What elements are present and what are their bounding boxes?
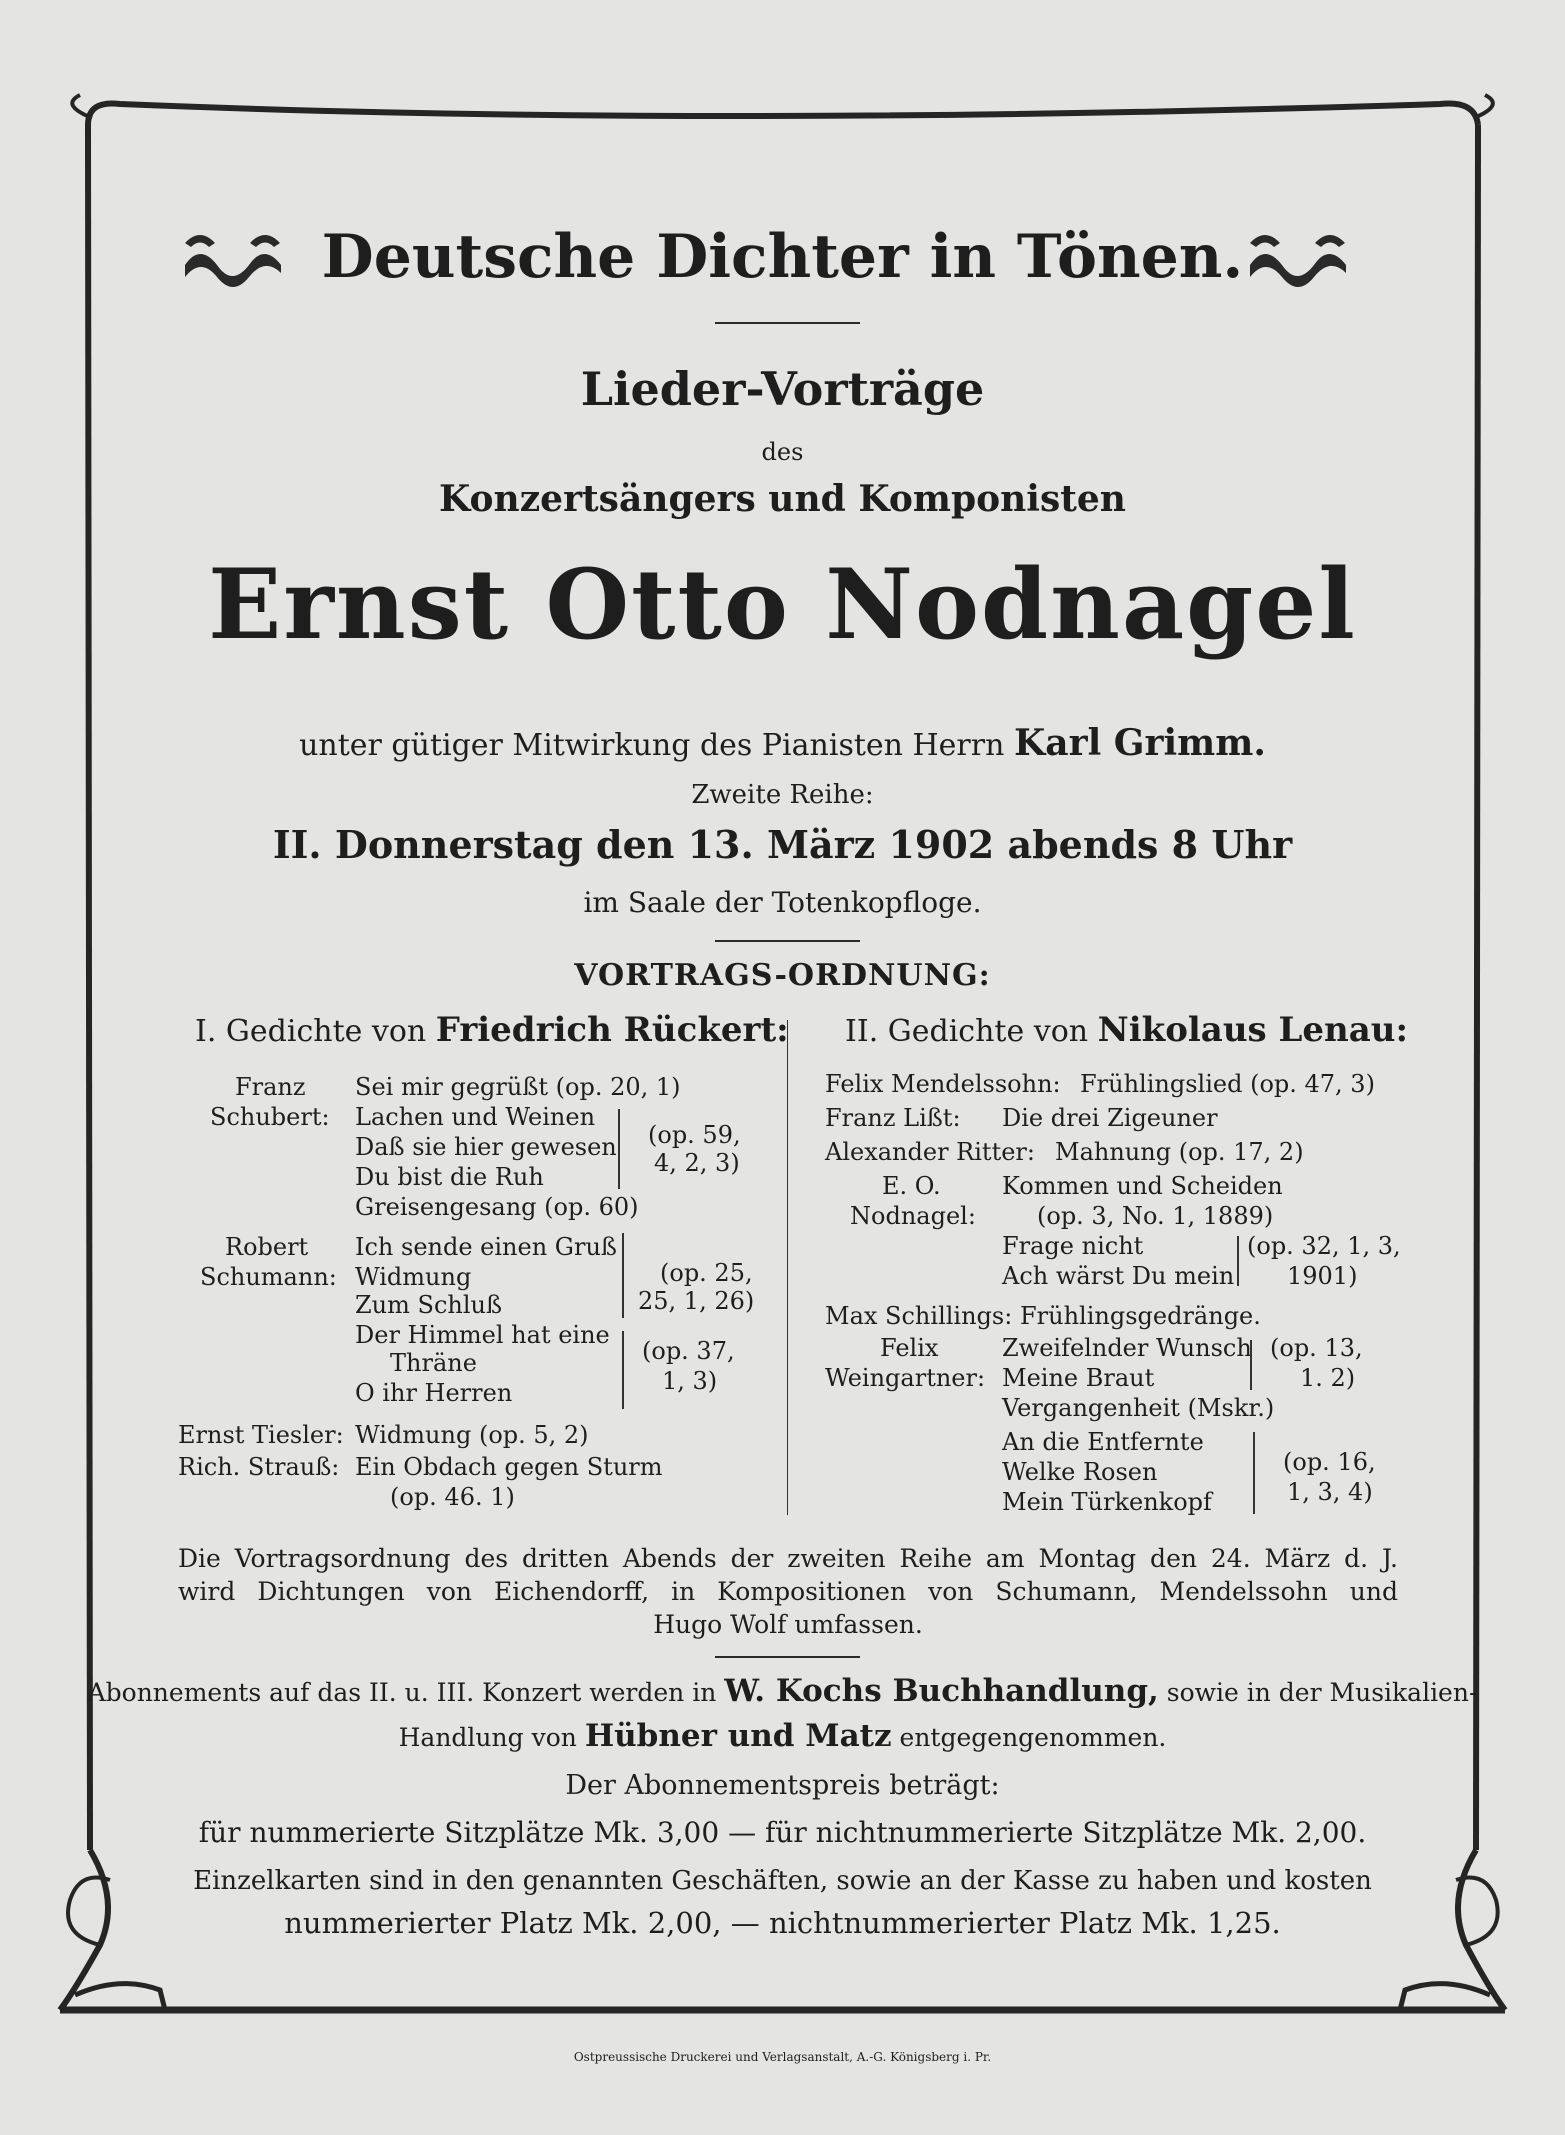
opus: (op. 59,	[648, 1121, 741, 1149]
right-heading-poet: Nikolaus Lenau:	[1097, 1010, 1409, 1050]
song: Ich sende einen Gruß	[355, 1233, 617, 1261]
song: Sei mir gegrüßt (op. 20, 1)	[355, 1073, 681, 1101]
song: Greisengesang (op. 60)	[355, 1193, 639, 1221]
song: Mein Türkenkopf	[1002, 1488, 1212, 1516]
song: (op. 3, No. 1, 1889)	[1037, 1202, 1274, 1230]
subscription-text: entgegengenommen.	[899, 1723, 1167, 1752]
music-shop-name: Hübner und Matz	[584, 1718, 892, 1754]
composer: E. O.	[882, 1172, 941, 1200]
brace	[622, 1233, 624, 1318]
song: Welke Rosen	[1002, 1458, 1158, 1486]
venue: im Saale der Totenkopfloge.	[583, 886, 982, 919]
program-heading: VORTRAGS-ORDNUNG:	[574, 958, 991, 993]
song: Lachen und Weinen	[355, 1103, 596, 1131]
opus: (op. 32, 1, 3,	[1247, 1232, 1401, 1260]
brace	[1250, 1340, 1252, 1390]
printer-credit: Ostpreussische Druckerei und Verlagsanstalt, A.-G. Königsberg i. Pr.	[573, 2050, 992, 2064]
cooperation-text: unter gütiger Mitwirkung des Pianisten Herrn	[299, 728, 1005, 763]
song: Ein Obdach gegen Sturm	[355, 1453, 663, 1481]
opus: (op. 16,	[1283, 1448, 1376, 1476]
performer-name: Ernst Otto Nodnagel	[208, 548, 1357, 661]
subtitle: Lieder-Vorträge	[580, 362, 985, 416]
single-ticket-prices: nummerierter Platz Mk. 2,00, — nichtnummerierter Platz Mk. 1,25.	[284, 1906, 1281, 1940]
composer: Ernst Tiesler:	[178, 1421, 344, 1449]
song: Daß sie hier gewesen	[355, 1133, 617, 1161]
song: Zweifelnder Wunsch	[1002, 1334, 1252, 1362]
single-tickets-line: Einzelkarten sind in den genannten Geschäften, sowie an der Kasse zu haben und kosten	[193, 1866, 1372, 1896]
composer: Schubert:	[210, 1103, 330, 1131]
composer: Felix	[880, 1334, 939, 1362]
song: Meine Braut	[1002, 1364, 1155, 1392]
song: Widmung (op. 5, 2)	[355, 1421, 589, 1449]
price-intro: Der Abonnementspreis beträgt:	[565, 1770, 1000, 1801]
performer-role: Konzertsängers und Komponisten	[439, 478, 1126, 520]
brace	[1237, 1236, 1239, 1286]
subscription-text: Abonnements auf das II. u. III. Konzert werden in	[87, 1678, 717, 1707]
brace	[1253, 1432, 1255, 1514]
composer: Robert	[225, 1233, 309, 1261]
divider	[715, 1656, 860, 1658]
series-label: Zweite Reihe:	[691, 780, 874, 810]
composer: Nodnagel:	[850, 1202, 976, 1230]
song: Frühlingsgedränge.	[1020, 1302, 1261, 1330]
composer: Felix Mendelssohn:	[825, 1070, 1061, 1098]
song: Zum Schluß	[355, 1291, 503, 1319]
bookshop-name: W. Kochs Buchhandlung,	[724, 1673, 1159, 1709]
des-label: des	[761, 438, 804, 466]
composer: Rich. Strauß:	[178, 1453, 340, 1481]
opus: (op. 13,	[1270, 1334, 1363, 1362]
opus: 25, 1, 26)	[638, 1287, 755, 1315]
song: An die Entfernte	[1002, 1428, 1204, 1456]
divider	[715, 940, 860, 942]
song: Frage nicht	[1002, 1232, 1144, 1260]
right-heading-prefix: II. Gedichte von	[845, 1014, 1089, 1049]
notice-line: Die Vortragsordnung des dritten Abends der zweiten Reihe am Montag den 24. März d. J.	[178, 1544, 1398, 1573]
opus: 1. 2)	[1300, 1364, 1356, 1392]
song: Widmung	[355, 1263, 472, 1291]
song: Die drei Zigeuner	[1002, 1104, 1218, 1132]
opus: 1901)	[1287, 1262, 1358, 1290]
brace	[618, 1109, 620, 1189]
notice-line: Hugo Wolf umfassen.	[653, 1610, 923, 1639]
song: Kommen und Scheiden	[1002, 1172, 1283, 1200]
composer: Alexander Ritter:	[825, 1138, 1035, 1166]
song: Der Himmel hat eine	[355, 1321, 610, 1349]
subscription-line	[0, 1718, 1565, 1754]
opus: 1, 3)	[662, 1367, 718, 1395]
song: (op. 46. 1)	[390, 1483, 515, 1511]
subscription-line	[0, 1673, 1565, 1709]
left-heading-prefix: I. Gedichte von	[195, 1014, 427, 1049]
subscription-text: sowie in der Musikalien-	[1166, 1678, 1478, 1707]
opus: 4, 2, 3)	[654, 1149, 740, 1177]
pianist-name: Karl Grimm.	[1013, 722, 1266, 764]
composer: Franz Lißt:	[825, 1104, 961, 1132]
notice	[178, 1542, 1398, 1641]
right-column-heading	[845, 1010, 1408, 1050]
composer: Weingartner:	[825, 1364, 986, 1392]
price-line: für nummerierte Sitzplätze Mk. 3,00 — für nichtnummerierte Sitzplätze Mk. 2,00.	[198, 1816, 1367, 1849]
song: Du bist die Ruh	[355, 1163, 544, 1191]
column-divider	[787, 1020, 788, 1515]
brace	[622, 1331, 624, 1409]
subscription-text: Handlung von	[398, 1723, 577, 1752]
composer: Schumann:	[200, 1263, 337, 1291]
cooperation-line	[0, 722, 1565, 764]
song: Frühlingslied (op. 47, 3)	[1080, 1070, 1375, 1098]
song: Mahnung (op. 17, 2)	[1055, 1138, 1304, 1166]
right-program	[825, 1070, 1415, 1530]
left-program	[170, 1073, 790, 1523]
composer: Franz	[235, 1073, 306, 1101]
notice-line: wird Dichtungen von Eichendorff, in Kompositionen von Schumann, Mendelssohn und	[178, 1577, 1398, 1606]
song: Ach wärst Du mein	[1002, 1262, 1235, 1290]
song: Thräne	[390, 1349, 477, 1377]
opus: (op. 37,	[642, 1337, 735, 1365]
concert-date: II. Donnerstag den 13. März 1902 abends 8 Uhr	[272, 822, 1293, 867]
composer: Max Schillings:	[825, 1302, 1013, 1330]
opus: 1, 3, 4)	[1287, 1478, 1373, 1506]
poster-title: Deutsche Dichter in Tönen.	[321, 222, 1244, 292]
song: O ihr Herren	[355, 1379, 513, 1407]
opus: (op. 25,	[660, 1259, 753, 1287]
left-column-heading	[195, 1010, 789, 1050]
divider	[715, 322, 860, 324]
song: Vergangenheit (Mskr.)	[1002, 1394, 1275, 1422]
left-heading-poet: Friedrich Rückert:	[435, 1010, 789, 1050]
